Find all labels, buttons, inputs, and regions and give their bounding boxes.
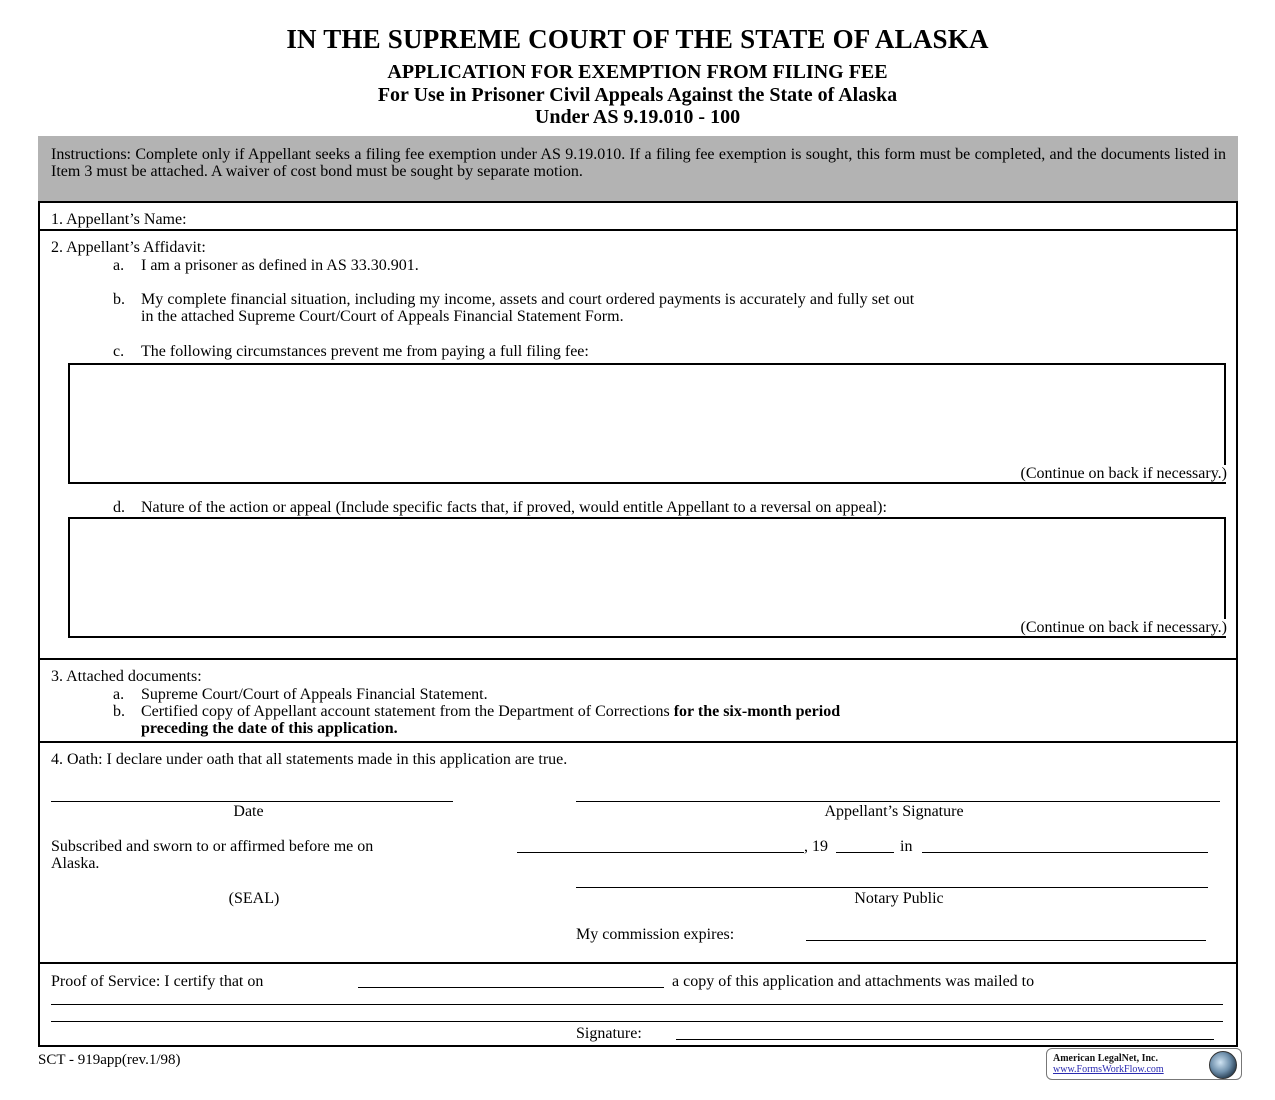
affidavit-item-b-line2: in the attached Supreme Court/Court of Appeals Financial Statement Form. <box>141 308 624 325</box>
affidavit-item-a-marker: a. <box>113 257 125 274</box>
attached-documents-label: 3. Attached documents: <box>51 668 202 685</box>
appellant-signature-label <box>576 803 1275 820</box>
sworn-in-label: in <box>900 838 913 855</box>
globe-icon <box>1209 1051 1237 1079</box>
divider <box>38 962 1238 964</box>
affidavit-item-d-marker: d. <box>113 499 125 516</box>
sworn-location-field[interactable] <box>922 852 1208 853</box>
attached-item-b-marker: b. <box>113 703 125 720</box>
commission-expires-field[interactable] <box>806 940 1206 941</box>
form-subtitle-2: Under AS 9.19.010 - 100 <box>534 106 741 128</box>
affidavit-item-d: Nature of the action or appeal (Include specific facts that, if proved, would entitle Appellant to a reversal on appeal): <box>141 499 887 516</box>
attached-item-a: Supreme Court/Court of Appeals Financial Statement. <box>141 686 488 703</box>
date-signature-line[interactable] <box>51 801 453 802</box>
sworn-statement-prefix: Subscribed and sworn to or affirmed before me on <box>51 838 374 855</box>
attached-item-a-marker: a. <box>113 686 125 703</box>
proof-of-service-prefix: Proof of Service: I certify that on <box>51 973 264 990</box>
attached-item-b-line2: preceding the date of this application. <box>141 720 398 737</box>
affidavit-label: 2. Appellant’s Affidavit: <box>51 239 206 256</box>
affidavit-item-b-line1: My complete financial situation, including my income, assets and court ordered payments is accurately and fully set out <box>141 291 915 308</box>
affidavit-item-c-marker: c. <box>113 343 125 360</box>
vendor-logo[interactable] <box>1046 1048 1242 1080</box>
service-recipient-line-1[interactable] <box>51 1004 1223 1005</box>
form-code: SCT - 919app(rev.1/98) <box>38 1052 181 1068</box>
continue-note: (Continue on back if necessary.) <box>1020 619 1227 636</box>
divider <box>38 658 1238 660</box>
affidavit-item-a: I am a prisoner as defined in AS 33.30.901. <box>141 257 419 274</box>
form-subtitle-1: For Use in Prisoner Civil Appeals Against the State of Alaska <box>377 84 898 106</box>
attached-item-b-line1 <box>141 703 840 720</box>
oath-statement: 4. Oath: I declare under oath that all statements made in this application are true. <box>51 751 568 768</box>
sworn-statement-suffix: Alaska. <box>51 855 100 872</box>
sworn-year-field[interactable] <box>836 852 894 853</box>
sworn-year-prefix: , 19 <box>804 838 828 855</box>
appellant-signature-line[interactable] <box>576 801 1220 802</box>
appellant-signature-label-text: Appellant’s Signature <box>824 803 964 820</box>
service-signature-line[interactable] <box>676 1039 1214 1040</box>
divider <box>38 229 1238 231</box>
court-title: IN THE SUPREME COURT OF THE STATE OF ALASKA <box>286 24 989 54</box>
attached-item-b-emphasis: for the six-month period <box>673 703 841 720</box>
instructions-text: Instructions: Complete only if Appellant seeks a filing fee exemption under AS 9.19.010. If a filing fee exemption is sought, this form must be completed, and the documents listed in Item 3 must be attached. A waiver of cost bond must be sought by separate motion. <box>51 146 1226 180</box>
vendor-name: American LegalNet, Inc. <box>1053 1053 1158 1064</box>
divider <box>38 741 1238 743</box>
notary-signature-line[interactable] <box>576 887 1208 888</box>
appellant-name-field[interactable] <box>250 206 1230 228</box>
sworn-date-field[interactable] <box>517 852 804 853</box>
appellant-name-label: 1. Appellant’s Name: <box>51 211 187 228</box>
commission-expires-label: My commission expires: <box>576 926 735 943</box>
circumstances-textarea[interactable] <box>68 363 1226 484</box>
form-title: APPLICATION FOR EXEMPTION FROM FILING FEE <box>387 61 888 83</box>
continue-note: (Continue on back if necessary.) <box>1020 465 1227 482</box>
proof-of-service-suffix: a copy of this application and attachments was mailed to <box>672 973 1035 990</box>
date-label: Date <box>233 803 264 820</box>
service-signature-label: Signature: <box>576 1025 642 1042</box>
vendor-link[interactable]: www.FormsWorkFlow.com <box>1053 1064 1164 1075</box>
notary-public-label: Notary Public <box>854 890 944 907</box>
nature-of-action-textarea[interactable] <box>68 517 1226 638</box>
affidavit-item-b-marker: b. <box>113 291 125 308</box>
attached-item-b-text: Certified copy of Appellant account statement from the Department of Corrections <box>141 703 674 720</box>
affidavit-item-c: The following circumstances prevent me from paying a full filing fee: <box>141 343 589 360</box>
service-recipient-line-2[interactable] <box>51 1021 1223 1022</box>
instructions-box <box>38 136 1238 202</box>
service-date-field[interactable] <box>358 987 664 988</box>
seal-label: (SEAL) <box>228 890 280 907</box>
